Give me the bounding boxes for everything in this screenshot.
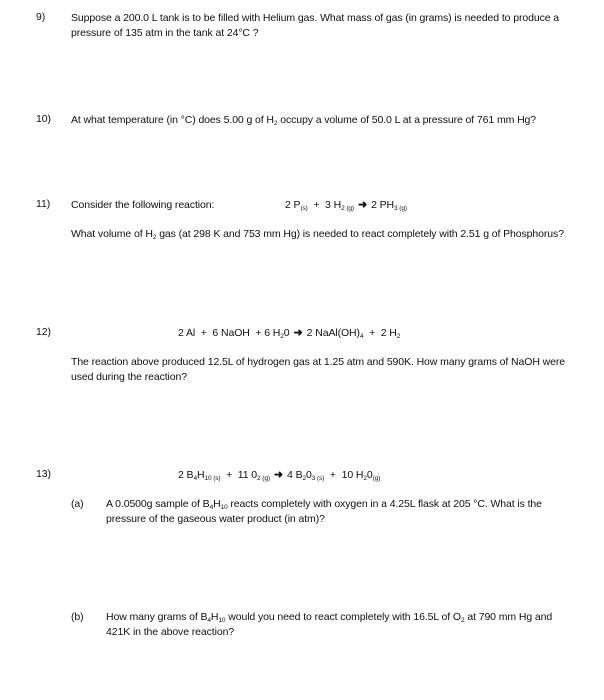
question-9-line-1: Suppose a 200.0 L tank is to be filled with Helium gas. What mass of gas (in grams) is needed to produce a [71, 12, 560, 24]
reaction-arrow-icon: ➜ [273, 469, 284, 481]
question-13a-line-2: pressure of the gaseous water product (in atm)? [106, 513, 325, 525]
question-11-prompt: Consider the following reaction: [71, 199, 215, 211]
question-13a-line-1: A 0.0500g sample of $B_4H_{10}$ reacts completely with oxygen in a 4.25L flask at 205 °C. What is the [106, 498, 542, 511]
question-11-text: What volume of $H_2$ gas (at 298 K and 753 mm Hg) is needed to react completely with 2.51 g of Phosphorus? [71, 228, 564, 241]
question-11-equation: 2 $P_{(s)} + 3$ $H_{2 (g)}$ ➜ 2 $PH_{3 (g)}$ [285, 199, 407, 212]
question-13a-label: (a) [71, 498, 84, 510]
question-12-line-2: used during the reaction? [71, 371, 187, 383]
question-12-equation: 2 Al + 6 NaOH + 6 $H_20$ ➜ 2 $NaAl(OH)_4 + 2$ $H_2$ [178, 327, 401, 340]
question-10-text: At what temperature (in °C) does 5.00 g of $H_2$ occupy a volume of 50.0 L at a pressure of 761 mm Hg? [71, 114, 537, 127]
reaction-arrow-icon: ➜ [357, 199, 368, 211]
question-13-equation: 2 $B_4H_{10 (s)} + 11$ $0_{2 (g)}$ ➜ 4 $B_20_{3 (s)} + 10$ $H_20_{(g)}$ [178, 469, 381, 482]
question-number-13: 13) [36, 468, 51, 480]
question-13b-line-1: How many grams of $B_4H_{10}$ would you need to react completely with 16.5L of $O_2$ at 790 mm Hg and [106, 611, 553, 624]
question-number-10: 10) [36, 113, 51, 125]
question-13b-line-2: 421K in the above reaction? [106, 626, 235, 638]
question-number-12: 12) [36, 326, 51, 338]
question-9-line-2: pressure of 135 atm in the tank at 24°C ? [71, 27, 259, 39]
reaction-arrow-icon: ➜ [293, 327, 303, 339]
question-12-line-1: The reaction above produced 12.5L of hydrogen gas at 1.25 atm and 590K. How many grams of NaOH were [71, 356, 566, 368]
question-13b-label: (b) [71, 611, 84, 623]
question-number-11: 11) [36, 198, 51, 210]
question-number-9: 9) [36, 11, 46, 23]
